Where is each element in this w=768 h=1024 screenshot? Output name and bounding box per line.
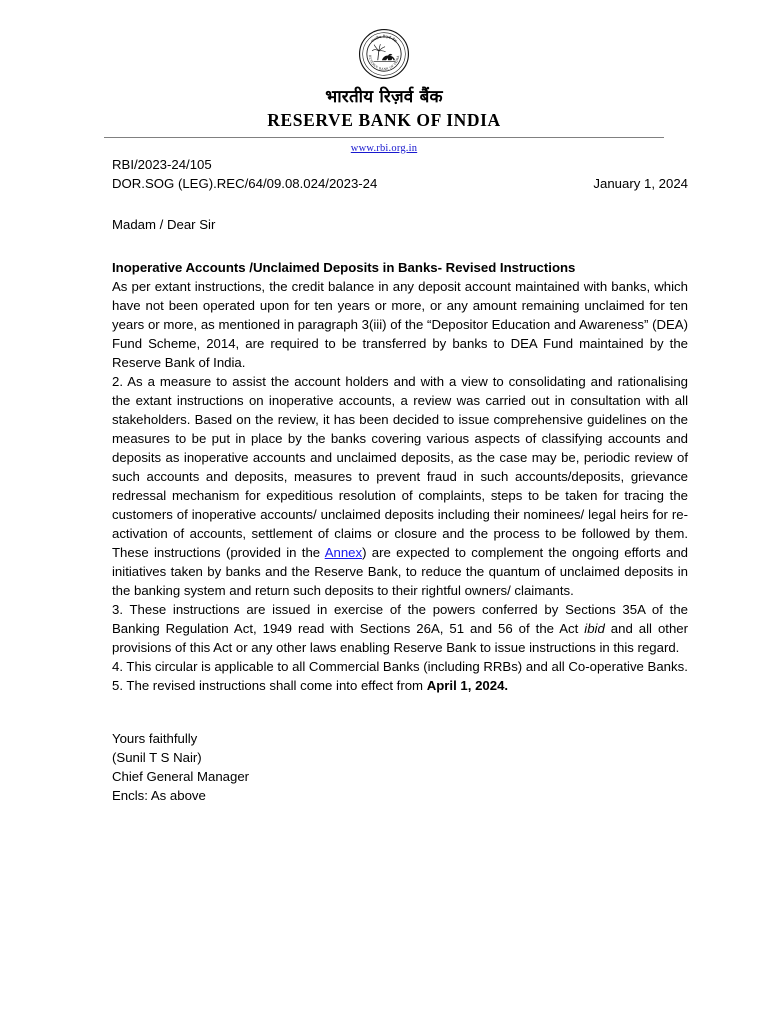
letterhead <box>0 0 768 156</box>
subject-heading: Inoperative Accounts /Unclaimed Deposits in Banks- Revised Instructions <box>112 260 576 275</box>
effective-date: April 1, 2024. <box>426 678 509 693</box>
letterhead-divider-container <box>104 137 664 156</box>
document-body <box>112 155 688 805</box>
paragraph-5-text: 5. The revised instructions shall come into effect from <box>112 678 427 693</box>
paragraph-2 <box>112 372 688 600</box>
website-link[interactable]: www.rbi.org.in <box>350 142 418 154</box>
paragraph-5 <box>112 676 688 695</box>
paragraph-2-text-before-link: 2. As a measure to assist the account holders and with a view to consolidating and rationalising the extant instructions on inoperative accounts, a review was carried out in consultation with all stakeholders. Based on the review, it has been decided to issue comprehensive guidelines on the measures to be put in place by the banks covering various aspects of classifying accounts and deposits as inoperative accounts and unclaimed deposits, as the case may be, periodic review of such accounts and deposits, measures to prevent fraud in such accounts/deposits, grievance redressal mechanism for expeditious resolution of complaints, steps to be taken for tracing the customers of inoperative accounts/ unclaimed deposits including their nominees/ legal heirs for re-activation of accounts, settlement of claims or closure and the process to be followed by them. These instructions (provided in the <box>112 374 688 560</box>
enclosures-note: Encls: As above <box>112 788 206 803</box>
circular-date: January 1, 2024 <box>593 176 688 191</box>
svg-text:RESERVE BANK OF INDIA: RESERVE BANK OF INDIA <box>367 54 401 72</box>
reference-block <box>112 155 688 193</box>
svg-text:भारतीय रिज़र्व बैंक: भारतीय रिज़र्व बैंक <box>370 34 398 44</box>
rbi-seal-container <box>0 26 768 82</box>
bank-name-hindi: भारतीय रिज़र्व बैंक <box>325 87 443 107</box>
department-reference: DOR.SOG (LEG).REC/64/09.08.024/2023-24 <box>112 176 378 191</box>
paragraph-3-ibid: ibid <box>584 621 605 636</box>
letterhead-divider <box>104 137 664 138</box>
reference-and-date-row <box>112 174 688 193</box>
valediction: Yours faithfully <box>112 731 198 746</box>
circular-number: RBI/2023-24/105 <box>112 157 212 172</box>
paragraph-3-text-part1: 3. These instructions are issued in exercise of the powers conferred by Sections 35A of the Banking Regulation Act, 1949 read with Sections 26A, 51 and 56 of the Act <box>112 602 688 636</box>
paragraph-2-text-after-link: ) are expected to complement the ongoing efforts and initiatives taken by banks and the Reserve Bank, to reduce the quantum of unclaimed deposits in the banking system and return such deposits to their rightful owners/ claimants. <box>112 545 688 598</box>
paragraph-3-text-part2: and all other provisions of this Act or any other laws enabling Reserve Bank to issue instructions in this regard. <box>112 621 688 655</box>
salutation: Madam / Dear Sir <box>112 217 216 232</box>
bank-name-english: RESERVE BANK OF INDIA <box>267 109 501 130</box>
annex-link[interactable]: Annex <box>324 545 363 560</box>
signatory-designation: Chief General Manager <box>112 769 250 784</box>
signatory-name: (Sunil T S Nair) <box>112 750 202 765</box>
paragraph-3 <box>112 600 688 657</box>
paragraph-4: 4. This circular is applicable to all Commercial Banks (including RRBs) and all Co-operative Banks. <box>112 659 688 674</box>
closing-block <box>112 729 688 805</box>
rbi-seal-icon <box>358 28 410 80</box>
paragraph-1: As per extant instructions, the credit balance in any deposit account maintained with banks, which have not been operated upon for ten years or more, or any amount remaining unclaimed for ten years or more, as mentioned in paragraph 3(iii) of the “Depositor Education and Awareness” (DEA) Fund Scheme, 2014, are required to be transferred by banks to DEA Fund maintained by the Reserve Bank of India. <box>112 279 688 370</box>
